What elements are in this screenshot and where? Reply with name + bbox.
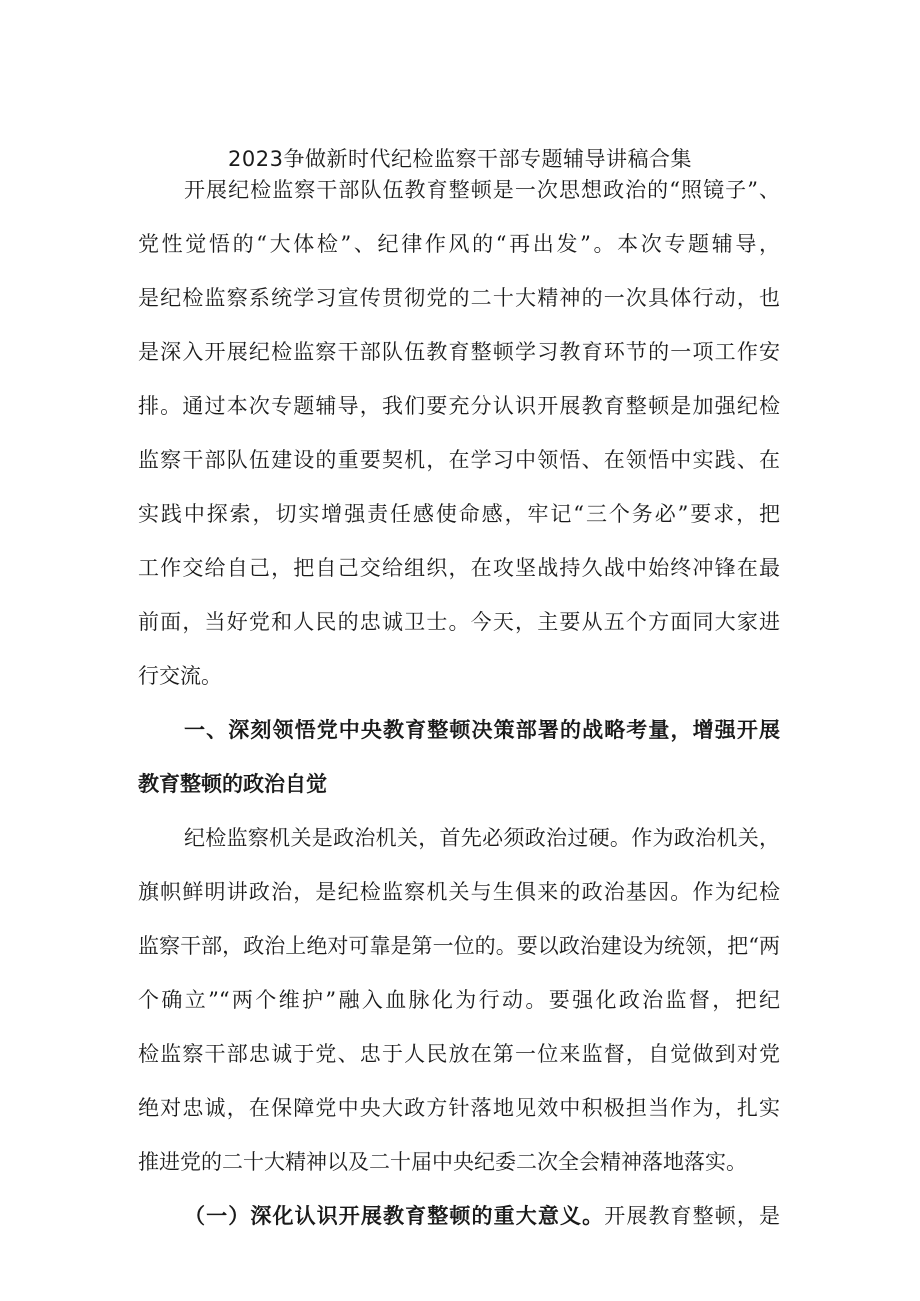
paragraph-line: 检监察干部忠诚于党、忠于人民放在第一位来监督，自觉做到对党 (138, 1042, 780, 1066)
paragraph-line: 旗帜鲜明讲政治，是纪检监察机关与生俱来的政治基因。作为纪检 (138, 880, 780, 904)
paragraph-line: 是深入开展纪检监察干部队伍教育整顿学习教育环节的一项工作安 (138, 340, 780, 364)
paragraph-line: 排。通过本次专题辅导，我们要充分认识开展教育整顿是加强纪检 (138, 394, 780, 418)
paragraph-line: 监察干部，政治上绝对可靠是第一位的。要以政治建设为统领，把“两 (138, 934, 780, 958)
paragraph-line: 绝对忠诚，在保障党中央大政方针落地见效中积极担当作为，扎实 (138, 1096, 780, 1120)
document-title: 2023争做新时代纪检监察干部专题辅导讲稿合集 (228, 147, 692, 171)
section-heading-line: 一、深刻领悟党中央教育整顿决策部署的战略考量，增强开展 (184, 717, 780, 742)
subsection-heading: （一）深化认识开展教育整顿的重大意义。 (184, 1203, 605, 1228)
paragraph-line: 监察干部队伍建设的重要契机，在学习中领悟、在领悟中实践、在 (138, 448, 780, 472)
paragraph-line: 个确立”“两个维护”融入血脉化为行动。要强化政治监督，把纪 (138, 988, 780, 1012)
paragraph-line: 党性觉悟的“大体检”、纪律作风的“再出发”。本次专题辅导， (138, 232, 780, 256)
paragraph-line: 工作交给自己，把自己交给组织，在攻坚战持久战中始终冲锋在最 (138, 556, 780, 580)
paragraph-line: 行交流。 (138, 664, 222, 688)
paragraph-line: 推进党的二十大精神以及二十届中央纪委二次全会精神落地落实。 (138, 1150, 747, 1174)
subsection-text: 开展教育整顿，是 (604, 1204, 781, 1228)
paragraph-line: 实践中探索，切实增强责任感使命感，牢记“三个务必”要求，把 (138, 502, 780, 526)
paragraph-line: 纪检监察机关是政治机关，首先必须政治过硬。作为政治机关， (184, 826, 780, 850)
paragraph-line: 是纪检监察系统学习宣传贯彻党的二十大精神的一次具体行动，也 (138, 286, 780, 310)
section-heading-line: 教育整顿的政治自觉 (138, 771, 327, 796)
paragraph-line: 开展纪检监察干部队伍教育整顿是一次思想政治的“照镜子”、 (184, 178, 780, 202)
paragraph-line: 前面，当好党和人民的忠诚卫士。今天，主要从五个方面同大家进 (138, 610, 780, 634)
subsection-line (184, 1199, 780, 1233)
